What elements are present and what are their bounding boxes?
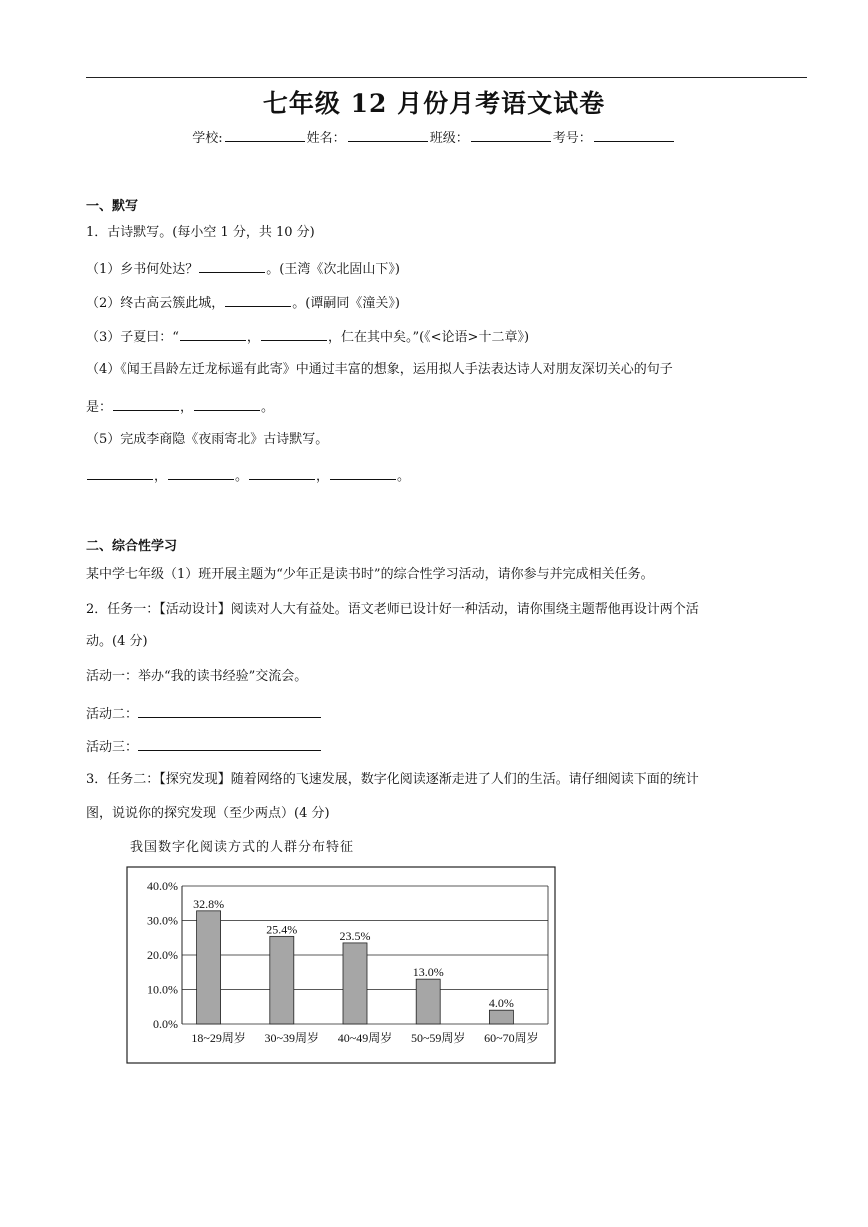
y-tick-label: 30.0% — [147, 913, 178, 928]
answer-blank[interactable] — [261, 326, 327, 341]
question-1-part-5: （5）完成李商隐《夜雨寄北》古诗默写。 — [86, 432, 329, 447]
x-tick-label: 30~39周岁 — [264, 1031, 320, 1045]
chart-title: 我国数字化阅读方式的人群分布特征 — [130, 840, 355, 855]
exam-no-blank[interactable] — [594, 127, 674, 142]
prompt-text: （3）子夏曰：“ — [86, 330, 179, 345]
data-label: 32.8% — [193, 896, 225, 911]
x-tick-label: 40~49周岁 — [337, 1031, 393, 1045]
bar-chart — [126, 866, 556, 1066]
section-intro: 某中学七年级（1）班开展主题为“少年正是读书时”的综合性学习活动，请你参与并完成相关任务。 — [86, 567, 654, 582]
question-2: 2．任务一：【活动设计】阅读对人大有益处。语文老师已设计好一种活动，请你围绕主题帮他再设计两个活 — [86, 602, 699, 617]
answer-blank[interactable] — [113, 396, 179, 411]
data-label: 23.5% — [339, 928, 371, 943]
class-blank[interactable] — [471, 127, 551, 142]
y-tick-label: 20.0% — [147, 948, 178, 962]
x-tick-label: 18~29周岁 — [191, 1031, 246, 1045]
answer-blank[interactable] — [225, 292, 291, 307]
question-3-cont: 图，说说你的探究发现（至少两点）(4 分) — [86, 806, 330, 821]
answer-blank[interactable] — [199, 258, 265, 273]
class-label: 班级： — [429, 131, 469, 146]
section-heading: 二、综合性学习 — [86, 539, 178, 554]
data-label: 13.0% — [412, 965, 444, 980]
separator: 。 — [397, 469, 411, 484]
school-blank[interactable] — [225, 127, 305, 142]
bar — [489, 1010, 513, 1024]
question-3: 3．任务二：【探究发现】随着网络的飞速发展，数字化阅读逐渐走进了人们的生活。请仔细阅读下面的统计 — [86, 772, 699, 787]
data-label: 25.4% — [266, 922, 298, 937]
x-tick-label: 60~70周岁 — [484, 1031, 539, 1045]
question-1-part-2 — [86, 292, 400, 314]
separator: ， — [180, 400, 194, 415]
answer-blank[interactable] — [87, 465, 153, 480]
separator: ， — [316, 469, 330, 484]
question-1: 1．古诗默写。(每小空 1 分，共 10 分) — [86, 225, 315, 240]
separator: ， — [246, 330, 260, 345]
question-1-part-3 — [86, 326, 529, 348]
answer-blank[interactable] — [249, 465, 315, 480]
question-2-cont: 动。(4 分) — [86, 634, 148, 649]
exam-no-label: 考号： — [552, 131, 592, 146]
page-title: 七年级 12 月份月考语文试卷 — [262, 89, 606, 118]
y-tick-label: 10.0% — [147, 982, 178, 997]
separator: ， — [154, 469, 168, 484]
prompt-text: 是： — [86, 400, 113, 415]
source-text: 。(谭嗣同《潼关》) — [292, 296, 400, 311]
header-rule — [86, 77, 807, 78]
activity-label: 活动二： — [86, 707, 139, 722]
separator: 。 — [235, 469, 249, 484]
section-heading: 一、默写 — [86, 199, 139, 214]
answer-blank[interactable] — [180, 326, 246, 341]
name-blank[interactable] — [348, 127, 428, 142]
y-tick-label: 40.0% — [147, 879, 178, 893]
name-label: 姓名： — [306, 131, 346, 146]
data-label: 4.0% — [488, 996, 514, 1011]
bar — [416, 979, 440, 1024]
question-1-part-5-answer — [86, 465, 410, 487]
prompt-text: （2）终古高云簇此城， — [86, 296, 225, 311]
prompt-text: （1）乡书何处达？ — [86, 262, 199, 277]
y-tick-label: 0.0% — [153, 1017, 178, 1031]
bar — [343, 943, 367, 1024]
separator: 。 — [261, 400, 275, 415]
source-text: 。(王湾《次北固山下》) — [266, 262, 400, 277]
answer-blank[interactable] — [194, 396, 260, 411]
bar — [197, 911, 221, 1024]
answer-blank[interactable] — [138, 736, 321, 751]
activity-label: 活动三： — [86, 740, 139, 755]
question-1-part-1 — [86, 258, 400, 280]
activity-1: 活动一：举办“我的读书经验”交流会。 — [86, 669, 308, 684]
answer-blank[interactable] — [330, 465, 396, 480]
answer-blank[interactable] — [138, 703, 321, 718]
source-text: ，仁在其中矣。”(《<论语>十二章》) — [327, 330, 530, 345]
question-1-part-4-answer — [86, 396, 274, 418]
school-label: 学校: — [192, 131, 223, 146]
x-tick-label: 50~59周岁 — [410, 1031, 466, 1045]
activity-3 — [86, 736, 321, 758]
activity-2 — [86, 703, 321, 725]
bar — [270, 936, 294, 1024]
question-1-part-4: （4）《闻王昌龄左迁龙标遥有此寄》中通过丰富的想象，运用拟人手法表达诗人对朋友深切关心的句子 — [86, 362, 673, 377]
student-info-row — [0, 127, 868, 149]
answer-blank[interactable] — [168, 465, 234, 480]
